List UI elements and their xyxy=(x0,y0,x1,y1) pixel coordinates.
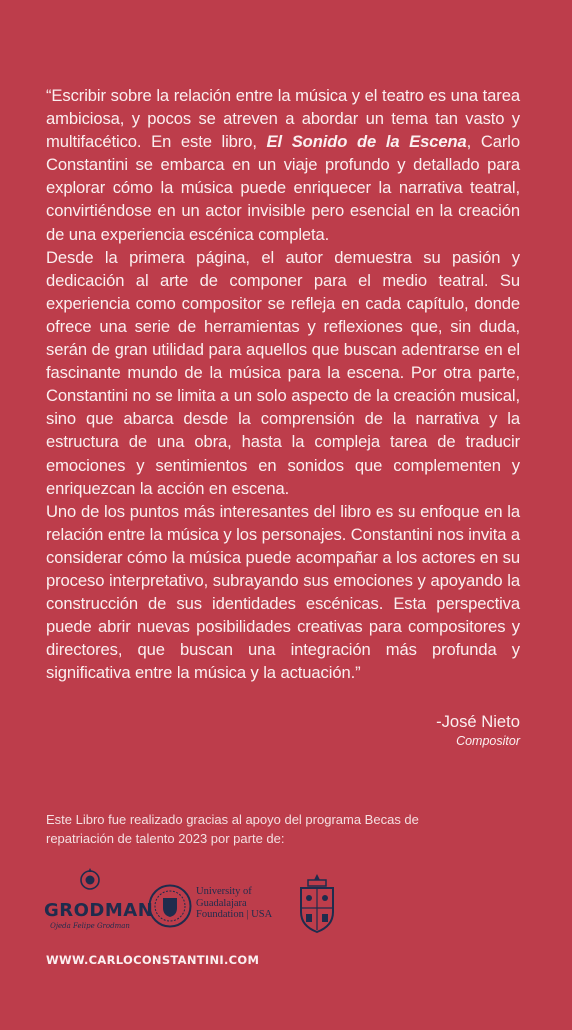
quote-text: “Escribir sobre la relación entre la música y el teatro es una tarea ambiciosa, y pocos se atreven a abordar un tema tan vasto y multifacético. En este libro, xyxy=(46,86,520,152)
udg-line-3: Foundation | USA xyxy=(196,909,273,920)
signature xyxy=(436,711,520,749)
quote-paragraph-3: Uno de los puntos más interesantes del libro es su enfoque en la relación entre la música y los personajes. Constantini nos invita a considerar cómo la música puede acompañar a los actores en su proceso interpretativo, subrayando sus emociones y apoyando la construcción de sus identidades escénicas. Esta perspectiva puede abrir nuevas posibilidades creativas para compositores y directores, que buscan una integración más profunda y significativa entre la música y la actuación.” xyxy=(46,501,520,683)
sponsor-logos xyxy=(44,868,344,938)
grodman-wordmark: GRODMAN xyxy=(44,900,154,921)
udg-seal-icon xyxy=(148,884,192,928)
back-cover-quote xyxy=(46,84,520,684)
acknowledgement-text: Este Libro fue realizado gracias al apoyo del programa Becas de repatriación de talento 2023 por parte de: xyxy=(46,812,419,846)
quote-text: , Carlo Constantini se embarca en un viaje profundo y detallado para explorar cómo la música puede enriquecer la narrativa teatral, convirtiéndose en un actor invisible pero esencial en la creación de una experiencia escénica completa. xyxy=(46,132,520,244)
udg-text xyxy=(196,886,296,921)
quote-paragraph-1 xyxy=(46,84,520,246)
author-name: -José Nieto xyxy=(436,712,520,731)
quote-paragraph-2: Desde la primera página, el autor demuestra su pasión y dedicación al arte de componer para el medio teatral. Su experiencia como compositor se refleja en cada capítulo, donde ofrece una serie de herramientas y reflexiones que, sin duda, serán de gran utilidad para aquellos que buscan adentrarse en el fascinante mundo de la música para la escena. Por otra parte, Constantini no se limita a un solo aspecto de la creación musical, sino que abarca desde la comprensión de la narrativa y la estructura de una obra, hasta la compleja tarea de traducir emociones y sentimientos en sonidos que complementen y enriquezcan la acción en escena. xyxy=(46,247,520,498)
udg-shield-logo xyxy=(296,872,338,934)
author-role: Compositor xyxy=(456,734,520,748)
grodman-emblem-icon xyxy=(44,868,136,900)
grodman-logo xyxy=(44,868,154,938)
coat-of-arms-icon xyxy=(296,872,338,934)
udg-foundation-logo xyxy=(148,884,288,930)
book-title: El Sonido de la Escena xyxy=(266,132,467,152)
udg-line-2: Guadalajara xyxy=(196,897,247,909)
website-link[interactable]: WWW.CARLOCONSTANTINI.COM xyxy=(46,953,260,967)
grodman-script: Ojeda Felipe Grodman xyxy=(50,922,130,930)
udg-line-1: University of xyxy=(196,886,252,897)
